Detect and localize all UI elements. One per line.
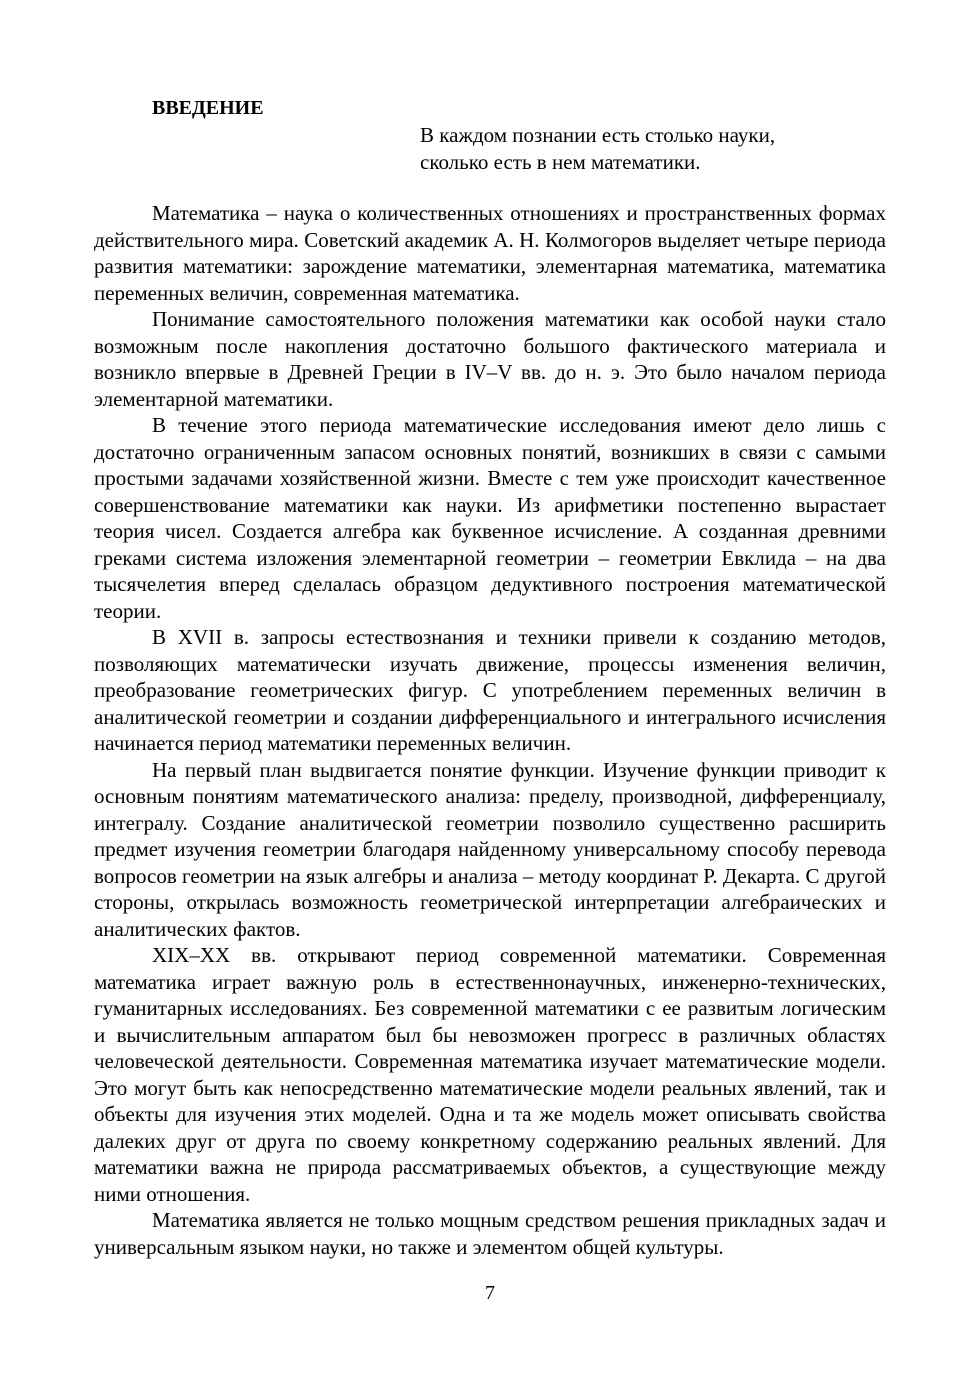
paragraph-1: Математика – наука о количественных отношениях и пространственных формах действительного мира. Советский академик А. Н. Колмогоров выделяет четыре периода развития математики: зарождение математики, элементарная математика, математика переменных величин, современная математика. bbox=[94, 201, 886, 305]
page-number: 7 bbox=[485, 1282, 495, 1304]
paragraph-4: В XVII в. запросы естествознания и техники привели к созданию методов, позволяющих математически изучать движение, процессы изменения величин, преобразование геометрических фигур. С употреблением переменных величин в аналитической геометрии и создании дифференциального и интегрального исчисления начинается период математики переменных величин. bbox=[94, 625, 886, 755]
paragraph-5: На первый план выдвигается понятие функции. Изучение функции приводит к основным понятиям математического анализа: пределу, производной, дифференциалу, интегралу. Создание аналитической геометрии позволило существенно расширить предмет изучения геометрии благодаря найденному универсальному способу перевода вопросов геометрии на язык алгебры и анализа – методу координат Р. Декарта. С другой стороны, открылась возможность геометрической интерпретации алгебраических и аналитических фактов. bbox=[94, 757, 886, 941]
epigraph-line-2: сколько есть в нем математики. bbox=[420, 150, 701, 174]
paragraph-3: В течение этого периода математические исследования имеют дело лишь с достаточно ограниченным запасом основных понятий, возникших в связи с самыми простыми задачами хозяйственной жизни. Вместе с тем уже происходит качественное совершенствование математики как науки. Из арифметики постепенно вырастает теория чисел. Создается алгебра как буквенное исчисление. А созданная древними греками система изложения элементарной геометрии – геометрии Евклида – на два тысячелетия вперед сделалась образцом дедуктивного построения математической теории. bbox=[94, 413, 886, 623]
body-text bbox=[94, 200, 886, 1260]
paragraph-7: Математика является не только мощным средством решения прикладных задач и универсальным языком науки, но также и элементом общей культуры. bbox=[94, 1208, 886, 1259]
epigraph bbox=[420, 122, 900, 176]
epigraph-line-1: В каждом познании есть столько науки, bbox=[420, 123, 776, 147]
section-heading: ВВЕДЕНИЕ bbox=[152, 97, 264, 119]
paragraph-6: XIX–XX вв. открывают период современной математики. Современная математика играет важную роль в естественнонаучных, инженерно-технических, гуманитарных исследованиях. Без современной математики с ее развитым логическим и вычислительным аппаратом был бы невозможен прогресс в различных областях человеческой деятельности. Современная математика изучает математические модели. Это могут быть как непосредственно математические модели реальных явлений, так и объекты для изучения этих моделей. Одна и та же модель может описывать свойства далеких друг от друга по своему конкретному содержанию реальных явлений. Для математики важна не природа рассматриваемых объектов, а существующие между ними отношения. bbox=[94, 943, 886, 1206]
paragraph-2: Понимание самостоятельного положения математики как особой науки стало возможным после накопления достаточно большого фактического материала и возникло впервые в Древней Греции в IV–V вв. до н. э. Это было началом периода элементарной математики. bbox=[94, 307, 886, 411]
